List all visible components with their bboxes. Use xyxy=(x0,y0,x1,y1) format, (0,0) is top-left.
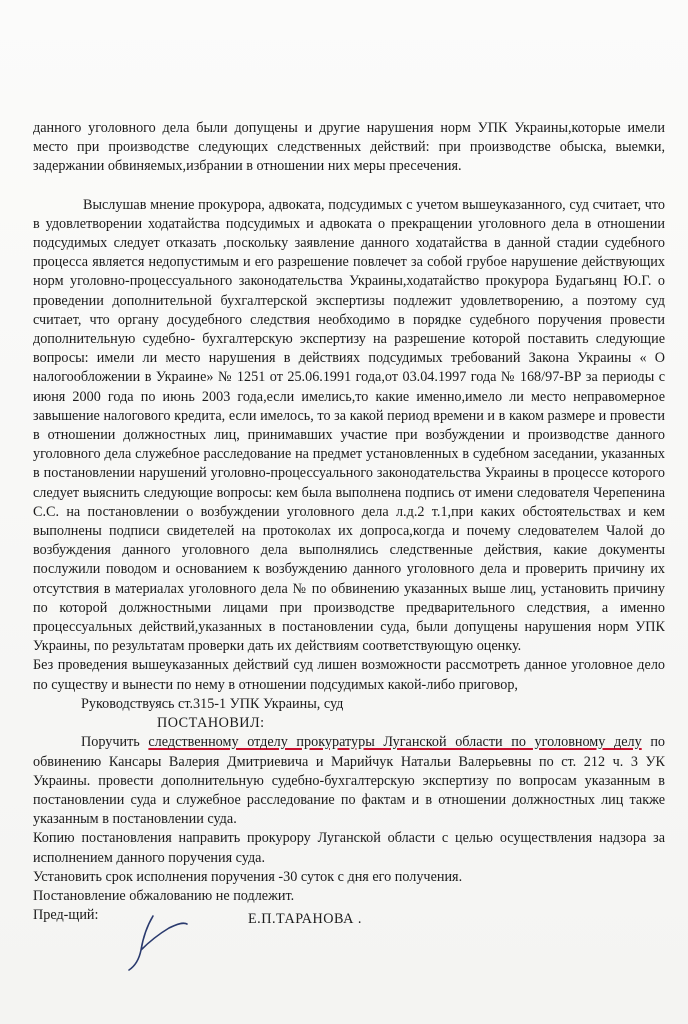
copy-line: Копию постановления направить прокурору Луганской области с целью осуществления надзора за исполнением данного поручения суда. xyxy=(33,830,665,866)
appeal-line: Постановление обжалованию не подлежит. xyxy=(33,887,295,904)
order-rest: по обвинению Кансары Валерия Дмитриевича и Марийчук Натальи Валерьевны по ст. 212 ч. 3 УК Украины. провести дополнительную судебно-бухгалтерскую экспертизу по вопросам указанным в постановлении суда и служебное расследование по фактам и в отношении должностных лиц также указанным в постановлении суда. xyxy=(33,734,666,828)
ruling-heading: ПОСТАНОВИЛ: xyxy=(157,715,265,732)
order-lead: Поручить xyxy=(81,734,140,751)
paragraph-intro: данного уголовного дела были допущены и другие нарушения норм УПК Украины,которые имели место при производстве следующих следственных действий: при производстве обыска, выемки, задержании обвиняемых,избрании в отношении них меры пресечения. xyxy=(33,120,665,175)
paragraph-without-actions: Без проведения вышеуказанных действий суд лишен возможности рассмотреть данное уголовное дело по существу и вынести по нему в отношении подсудимых какой-либо приговор, xyxy=(33,657,665,693)
deadline-line: Установить срок исполнения поручения -30 суток с дня его получения. xyxy=(33,868,463,885)
paragraph-main: Выслушав мнение прокурора, адвоката, подсудимых с учетом вышеуказанного, суд считает, что в удовлетворении ходатайства подсудимых и адвоката о прекращении уголовного дела в отношении подсудимых следует отказать ,поскольку заявление данного ходатайства в данной стадии судебного процесса является недопустимым и его разрешение повлечет за собой грубое нарушение действующих норм уголовно-процессуального законодательства Украины,ходатайство прокурора Будагьянц Ю.Г. о проведении дополнительной бухгалтерской экспертизы подлежит удовлетворению, а поэтому суд считает, что органу досудебного следствия необходимо в порядке судебного поручения провести дополнительную судебно- бухгалтерскую экспертизу на разрешение которой поставить следующие вопросы: имели ли место нарушения в действиях подсудимых требований Закона Украины « О налогообложении в Украине» № 1251 от 25.06.1991 года,от 03.04.1997 года № 168/97-ВР за периоды с июня 2000 года по июнь 2003 года,если имелись,то какие именно,имело ли место неправомерное завышение налогового кредита, если имелось, то за какой период времени и в каком размере и провести в отношении должностных лиц, принимавших участие при возбуждении и производстве данного уголовного дела служебное расследование на предмет установленных в судебном заседании, указанных в постановлении нарушений уголовно-процессуального законодательства Украины в процессе которого следует выяснить следующие вопросы: кем была выполнена подпись от имени следователя Черепенина С.С. на постановлении о возбуждении уголовного дела л.д.2 т.1,при каких обстоятельствах и кем выполнены подписи свидетелей на протоколах их допроса,когда и почему следователем Чалой до возбуждения данного уголовного дела выполнялись следственные действия, какие документы послужили поводом и основанием к возбуждению данного уголовного дела и проверить причину их отсутствия в материалах уголовного дела № по обвинению указанных выше лиц, установить причину по которой должностными лицами при производстве предварительного следствия, а именно процессуальных действий,указанных в постановлении суда, были допущены нарушения норм УПК Украины, по результатам проверки дать их действиям соответствующую оценку. xyxy=(33,196,665,655)
paragraph-order xyxy=(33,733,665,829)
order-underlined-text: следственному отделу прокуратуры Луганской области по уголовному делу xyxy=(148,734,642,751)
judge-name: Е.П.ТАРАНОВА . xyxy=(248,911,362,928)
signature-mark xyxy=(121,912,191,972)
document-body xyxy=(33,119,665,932)
signature-row xyxy=(33,906,665,932)
presiding-label: Пред-щий: xyxy=(33,907,99,924)
guided-by-line: Руководствуясь ст.315-1 УПК Украины, суд xyxy=(81,695,344,712)
